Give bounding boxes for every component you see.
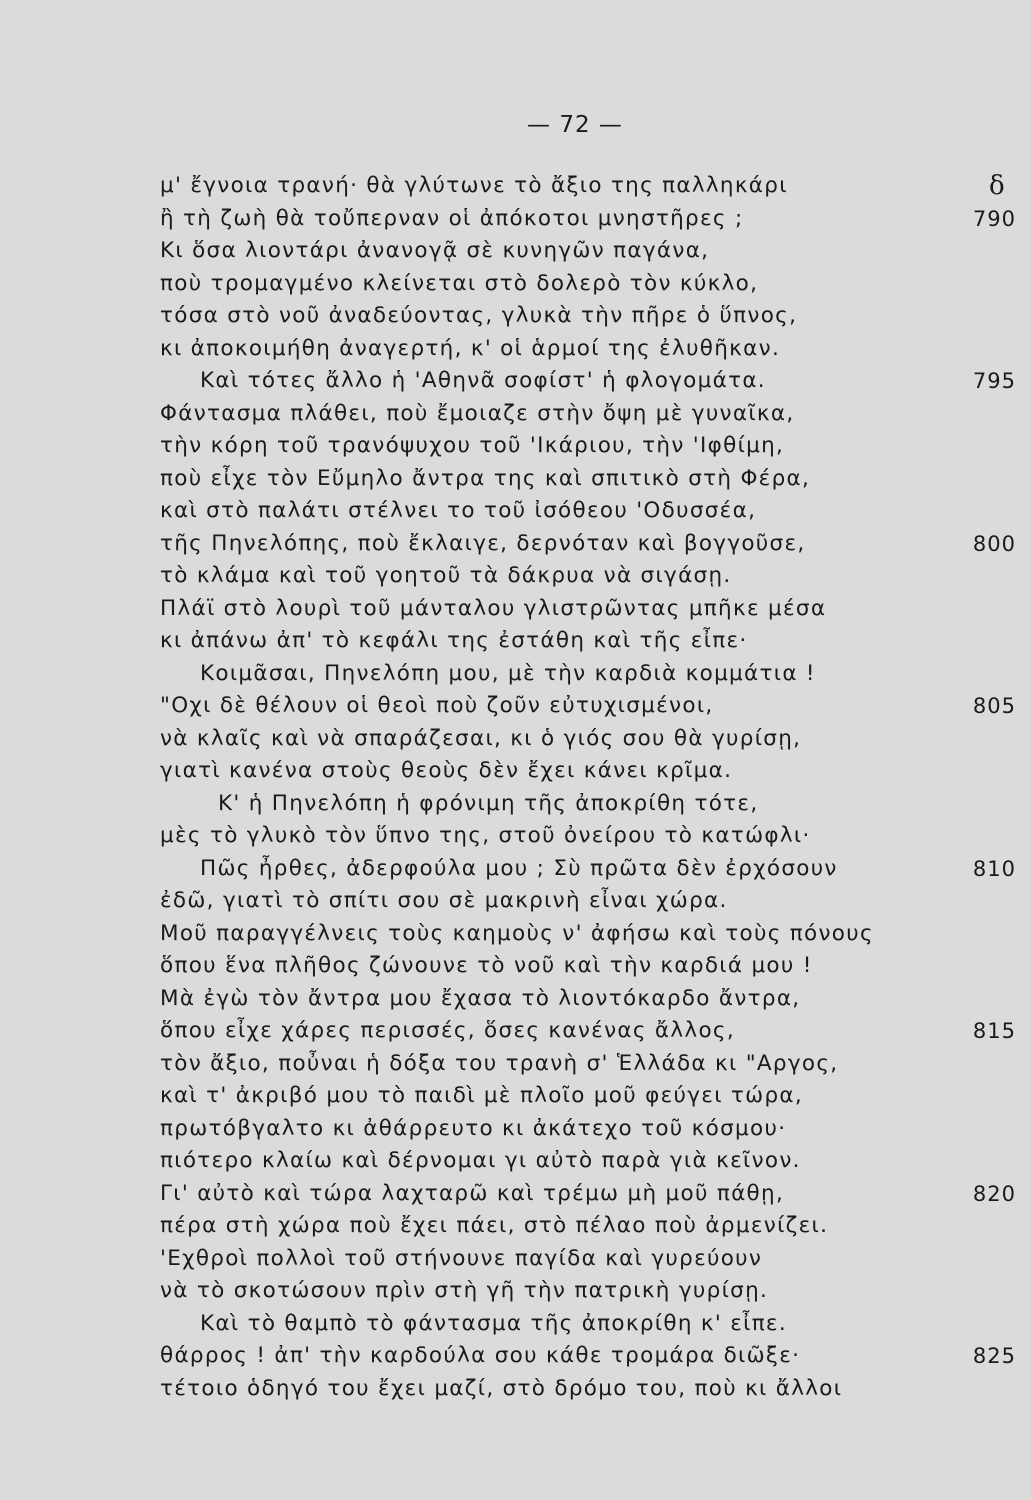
verse-text: Μὰ ἐγὼ τὸν ἄντρα μου ἔχασα τὸ λιοντόκαρδο ἄντρα, xyxy=(160,985,801,1011)
verse-text: ποὺ εἶχε τὸν Εὔμηλο ἄντρα της καὶ σπιτικὸ στὴ Φέρα, xyxy=(160,465,811,491)
verse-text: τὴν κόρη τοῦ τρανόψυχου τοῦ 'Ικάριου, τὴν 'Ιφθίμη, xyxy=(160,433,785,458)
verse-text: ποὺ τρομαγμένο κλείνεται στὸ δολερὸ τὸν κύκλο, xyxy=(160,270,759,296)
verse-line xyxy=(160,1210,1020,1243)
verse-text: νὰ κλαῖς καὶ νὰ σπαράζεσαι, κι ὁ γιός σου θὰ γυρίσῃ, xyxy=(160,725,802,751)
verse-text: μ' ἔγνοια τρανή· θὰ γλύτωνε τὸ ἄξιο της παλληκάρι xyxy=(160,173,788,198)
verse-line xyxy=(160,1015,1020,1048)
verse-text: τὸν ἄξιο, ποὖναι ἡ δόξα του τρανὴ σ' Ἑλλάδα κι "Αργος, xyxy=(160,1050,839,1076)
verse-line xyxy=(160,430,1020,463)
verse-line xyxy=(160,203,1020,236)
verse-line xyxy=(160,300,1020,333)
verse-line xyxy=(160,1178,1020,1211)
verse-line xyxy=(160,495,1020,528)
verse-text: κι ἀποκοιμήθη ἀναγερτή, κ' οἱ ἁρμοί της ἐλυθῆκαν. xyxy=(160,335,781,361)
poem-text xyxy=(160,170,1020,1405)
verse-text: Κ' ἡ Πηνελόπη ἡ φρόνιμη τῆς ἀποκρίθη τότε, xyxy=(218,790,759,816)
verse-line xyxy=(160,918,1020,951)
verse-line xyxy=(160,820,1020,853)
verse-line xyxy=(160,1340,1020,1373)
verse-line xyxy=(160,593,1020,626)
verse-line xyxy=(160,398,1020,431)
verse-line xyxy=(160,1080,1020,1113)
verse-text: πρωτόβγαλτο κι ἀθάρρευτο κι ἀκάτεχο τοῦ κόσμου· xyxy=(160,1115,787,1141)
verse-line xyxy=(160,1145,1020,1178)
verse-text: Πλάϊ στὸ λουρὶ τοῦ μάνταλου γλιστρῶντας μπῆκε μέσα xyxy=(160,595,827,621)
verse-line xyxy=(160,528,1020,561)
book-letter: δ xyxy=(989,171,1006,201)
verse-text: καὶ στὸ παλάτι στέλνει το τοῦ ἰσόθεου 'Οδυσσέα, xyxy=(160,498,757,523)
verse-line xyxy=(160,658,1020,691)
verse-line xyxy=(160,690,1020,723)
verse-text: μὲς τὸ γλυκὸ τὸν ὕπνο της, στοῦ ὀνείρου τὸ κατώφλι· xyxy=(160,823,811,848)
verse-text: κι ἀπάνω ἀπ' τὸ κεφάλι της ἐστάθη καὶ τῆς εἶπε· xyxy=(160,628,748,653)
verse-text: γιατὶ κανένα στοὺς θεοὺς δὲν ἔχει κάνει κρῖμα. xyxy=(160,758,733,783)
line-number: 820 xyxy=(972,1181,1016,1206)
line-number: 825 xyxy=(972,1344,1016,1368)
verse-text: ἢ τὴ ζωὴ θὰ τοὔπερναν οἱ ἀπόκοτοι μνηστῆρες ; xyxy=(160,205,744,231)
verse-line xyxy=(160,1048,1020,1081)
verse-line xyxy=(160,463,1020,496)
verse-text: 'Εχθροὶ πολλοὶ τοῦ στήνουνε παγίδα καὶ γυρεύουν xyxy=(160,1245,763,1271)
verse-text: τόσα στὸ νοῦ ἀναδεύοντας, γλυκὰ τὴν πῆρε ὁ ὕπνος, xyxy=(160,303,798,328)
verse-text: "Οχι δὲ θέλουν οἱ θεοὶ ποὺ ζοῦν εὐτυχισμένοι, xyxy=(160,693,714,718)
verse-line xyxy=(160,1243,1020,1276)
verse-text: ὅπου ἕνα πλῆθος ζώνουνε τὸ νοῦ καὶ τὴν καρδιά μου ! xyxy=(160,953,813,978)
verse-text: τῆς Πηνελόπης, ποὺ ἔκλαιγε, δερνόταν καὶ βογγοῦσε, xyxy=(160,530,806,556)
verse-text: Μοῦ παραγγέλνεις τοὺς καημοὺς ν' ἀφήσω καὶ τοὺς πόνους xyxy=(160,920,874,946)
verse-line xyxy=(160,983,1020,1016)
verse-text: Φάντασμα πλάθει, ποὺ ἔμοιαζε στὴν ὄψη μὲ γυναῖκα, xyxy=(160,400,795,426)
verse-text: πέρα στὴ χώρα ποὺ ἔχει πάει, στὸ πέλαο ποὺ ἀρμενίζει. xyxy=(160,1213,829,1238)
line-number: 795 xyxy=(972,369,1016,393)
verse-line xyxy=(160,853,1020,886)
line-number: 790 xyxy=(972,206,1016,231)
verse-text: θάρρος ! ἀπ' τὴν καρδούλα σου κάθε τρομάρα διῶξε· xyxy=(160,1343,801,1368)
verse-text: Καὶ τὸ θαμπὸ τὸ φάντασμα τῆς ἀποκρίθη κ' εἶπε. xyxy=(200,1310,787,1336)
verse-line xyxy=(160,365,1020,398)
verse-line xyxy=(160,170,1020,203)
verse-line xyxy=(160,235,1020,268)
line-number: 815 xyxy=(972,1019,1016,1043)
verse-line xyxy=(160,625,1020,658)
verse-line xyxy=(160,1308,1020,1341)
line-number: 800 xyxy=(972,531,1016,556)
verse-text: νὰ τὸ σκοτώσουν πρὶν στὴ γῆ τὴν πατρικὴ γυρίσῃ. xyxy=(160,1278,769,1303)
verse-text: Καὶ τότες ἄλλο ἡ 'Αθηνᾶ σοφίστ' ἡ φλογομάτα. xyxy=(200,368,766,393)
verse-text: Πῶς ἦρθες, ἀδερφούλα μου ; Σὺ πρῶτα δὲν ἐρχόσουν xyxy=(200,855,838,881)
verse-text: ἐδῶ, γιατὶ τὸ σπίτι σου σὲ μακρινὴ εἶναι χώρα. xyxy=(160,888,728,913)
verse-line xyxy=(160,723,1020,756)
verse-line xyxy=(160,755,1020,788)
verse-line xyxy=(160,1113,1020,1146)
verse-line xyxy=(160,950,1020,983)
verse-line xyxy=(160,1373,1020,1406)
verse-line xyxy=(160,268,1020,301)
verse-text: Γι' αὐτὸ καὶ τώρα λαχταρῶ καὶ τρέμω μὴ μοῦ πάθῃ, xyxy=(160,1180,785,1206)
verse-text: ὅπου εἶχε χάρες περισσές, ὅσες κανένας ἄλλος, xyxy=(160,1018,735,1043)
line-number: 805 xyxy=(972,694,1016,718)
verse-line xyxy=(160,788,1020,821)
verse-text: τέτοιο ὁδηγό του ἔχει μαζί, στὸ δρόμο του, ποὺ κι ἄλλοι xyxy=(160,1375,843,1401)
verse-line xyxy=(160,885,1020,918)
verse-text: τὸ κλάμα καὶ τοῦ γοητοῦ τὰ δάκρυα νὰ σιγάσῃ. xyxy=(160,563,732,588)
verse-line xyxy=(160,1275,1020,1308)
verse-text: Κι ὅσα λιοντάρι ἀνανογᾷ σὲ κυνηγῶν παγάνα, xyxy=(160,238,710,263)
verse-text: πιότερο κλαίω καὶ δέρνομαι γι αὐτὸ παρὰ γιὰ κεῖνον. xyxy=(160,1148,801,1173)
page-number: — 72 — xyxy=(527,112,623,138)
verse-line xyxy=(160,560,1020,593)
verse-text: καὶ τ' ἀκριβό μου τὸ παιδὶ μὲ πλοῖο μοῦ φεύγει τώρα, xyxy=(160,1083,804,1108)
verse-text: Κοιμᾶσαι, Πηνελόπη μου, μὲ τὴν καρδιὰ κομμάτια ! xyxy=(200,660,816,686)
verse-line xyxy=(160,333,1020,366)
line-number: 810 xyxy=(972,856,1016,881)
